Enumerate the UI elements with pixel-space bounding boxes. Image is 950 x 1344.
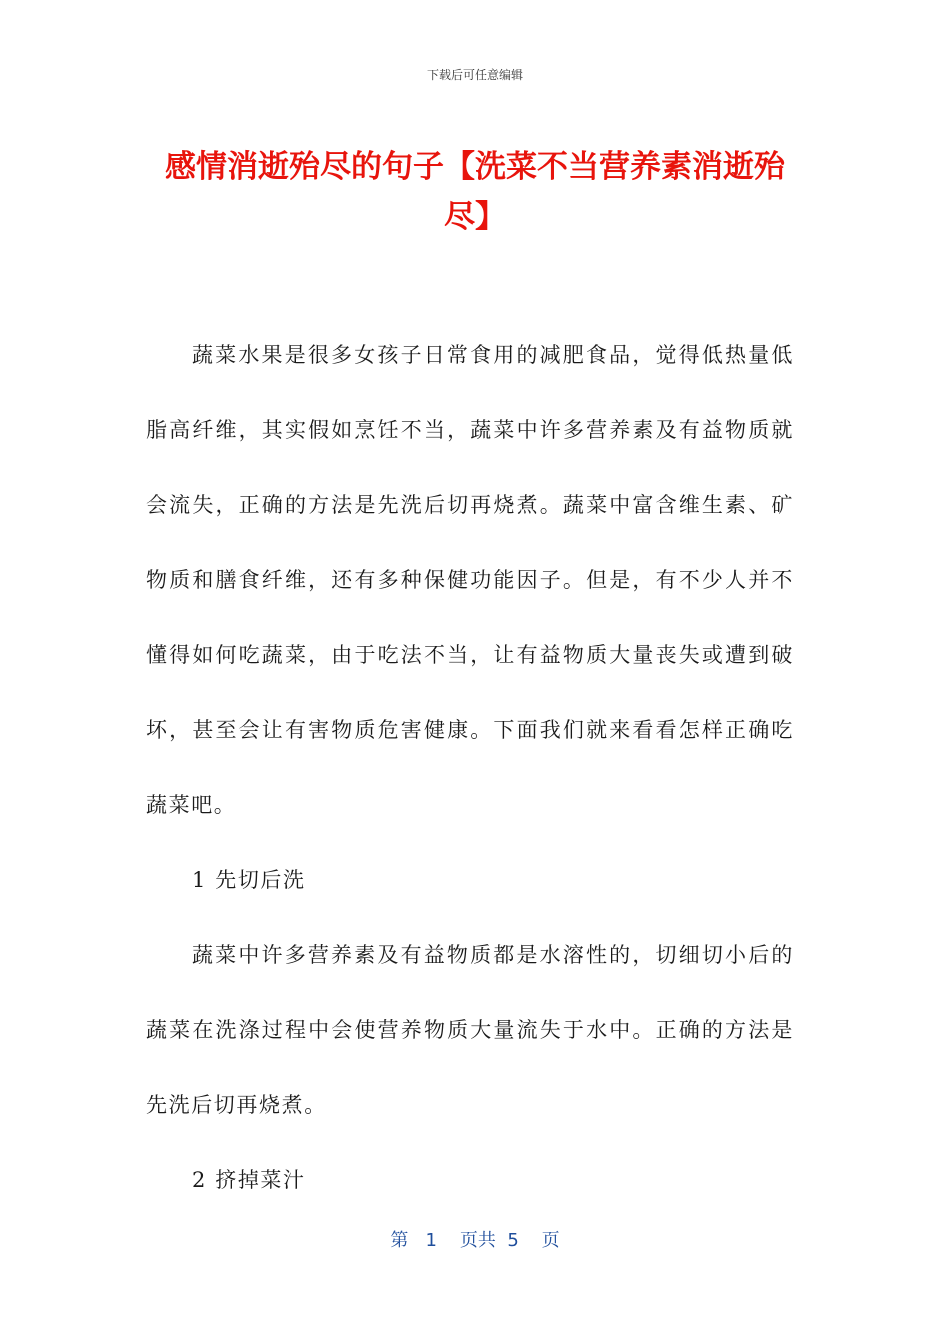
section-heading-2: 2 挤掉菜汁 [192, 1168, 306, 1192]
paragraph-section-1: 蔬菜中许多营养素及有益物质都是水溶性的，切细切小后的蔬菜在洗涤过程中会使营养物质大量流失于水中。正确的方法是先洗后切再烧煮。 [146, 943, 794, 1117]
page-footer [0, 1226, 950, 1252]
footer-page-prefix: 第 [390, 1230, 409, 1251]
header-note: 下载后可任意编辑 [426, 68, 523, 82]
footer-page-suffix: 页 [541, 1230, 560, 1251]
document-body [146, 318, 794, 1218]
footer-page-middle: 页共 [459, 1230, 496, 1251]
footer-page-current: 1 [425, 1230, 437, 1251]
footer-page-total: 5 [507, 1230, 519, 1251]
document-title: 感情消逝殆尽的句子【洗菜不当营养素消逝殆尽】 [165, 149, 785, 235]
section-heading-1: 1 先切后洗 [192, 868, 306, 892]
paragraph-intro: 蔬菜水果是很多女孩子日常食用的减肥食品，觉得低热量低脂高纤维，其实假如烹饪不当，蔬菜中许多营养素及有益物质就会流失，正确的方法是先洗后切再烧煮。蔬菜中富含维生素、矿物质和膳食纤维，还有多种保健功能因子。但是，有不少人并不懂得如何吃蔬菜，由于吃法不当，让有益物质大量丧失或遭到破坏，甚至会让有害物质危害健康。下面我们就来看看怎样正确吃蔬菜吧。 [146, 343, 794, 817]
